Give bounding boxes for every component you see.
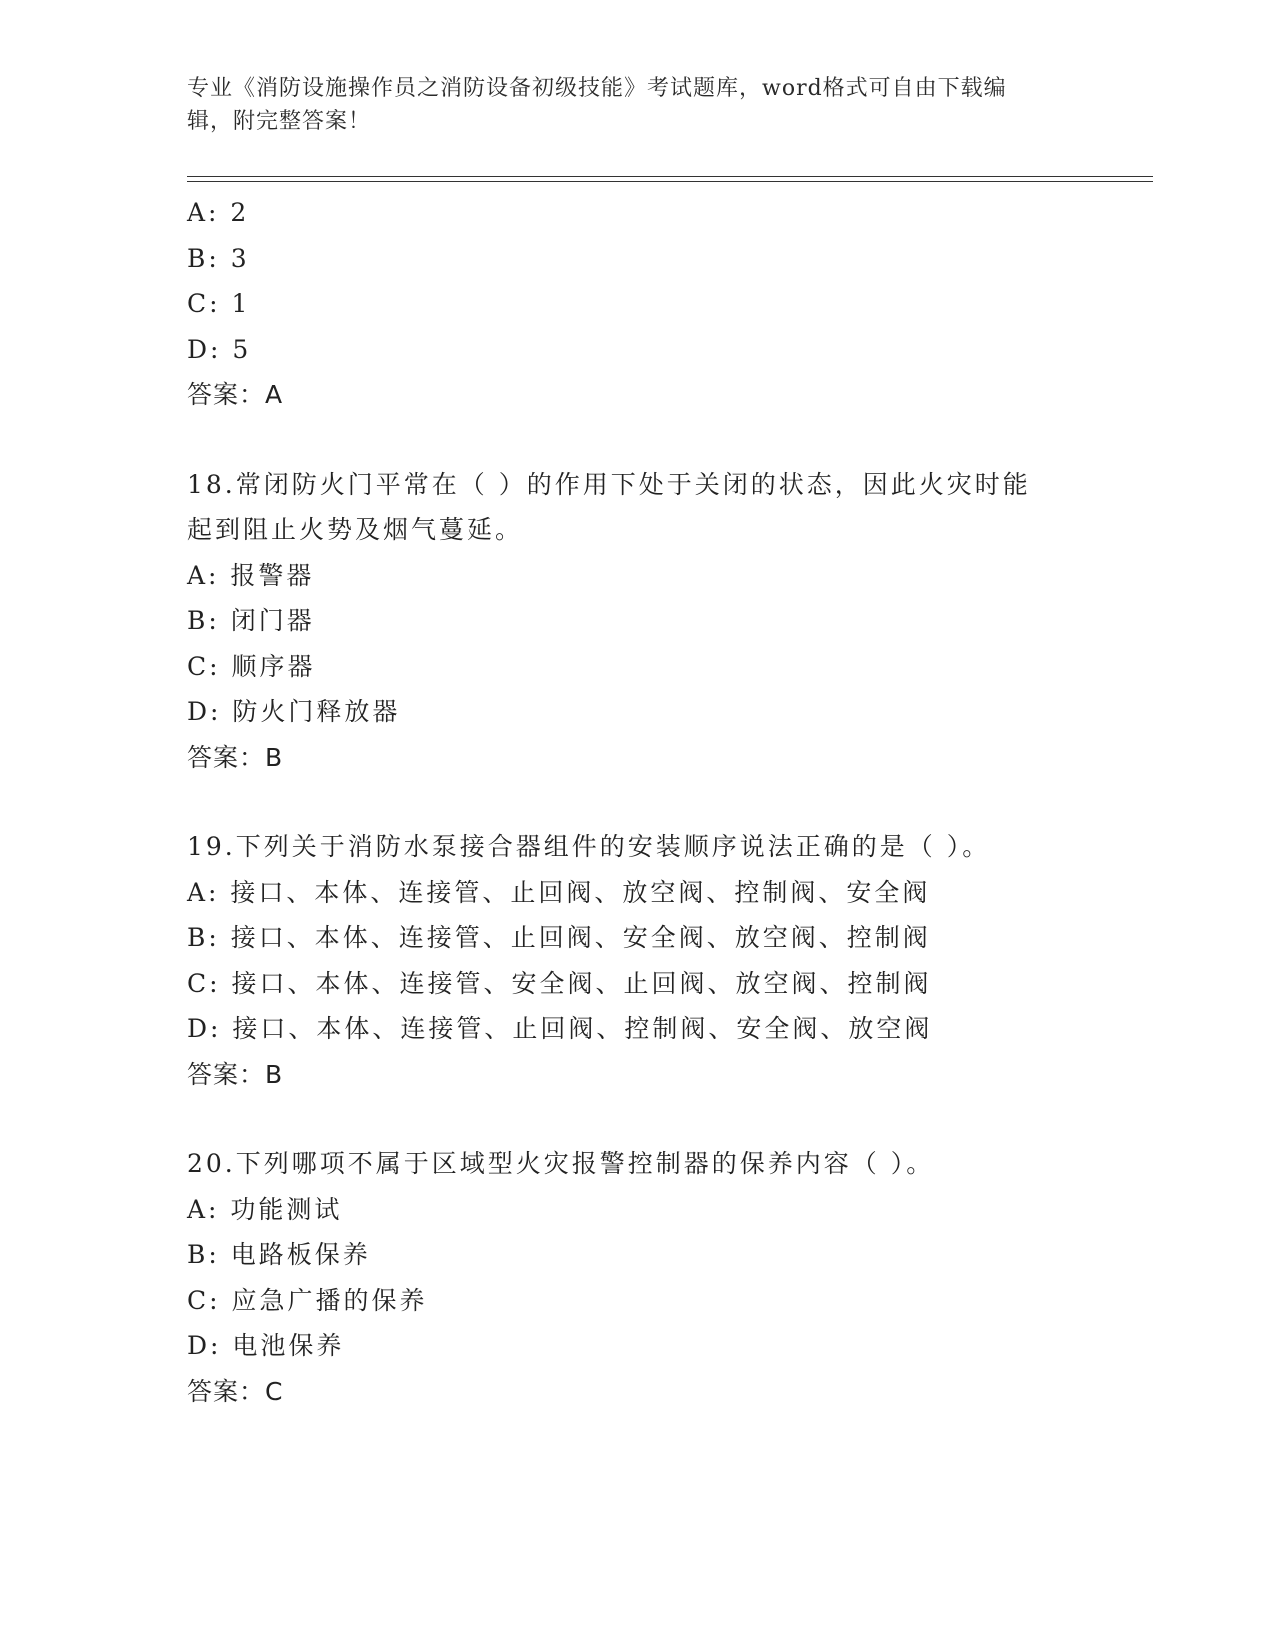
spacer	[187, 1097, 1087, 1141]
answer-line: 答案：B	[187, 742, 284, 772]
answer-line: 答案：B	[187, 1059, 284, 1089]
header-divider-bottom	[187, 181, 1153, 182]
question-list	[187, 190, 1087, 1414]
option-b: B: 闭门器	[187, 606, 315, 635]
option-d: D: 电池保养	[187, 1331, 345, 1360]
question-text: 18.常闭防火门平常在（ ）的作用下处于关闭的状态，因此火灾时能	[187, 469, 1031, 499]
header-line-1: 专业《消防设施操作员之消防设备初级技能》考试题库，word格式可自由下载编	[187, 76, 1007, 101]
answer-line: 答案：A	[187, 380, 284, 409]
option-c: C: 接口、本体、连接管、安全阀、止回阀、放空阀、控制阀	[187, 968, 932, 998]
header-line-2: 辑，附完整答案！	[187, 109, 372, 134]
option-d: D: 接口、本体、连接管、止回阀、控制阀、安全阀、放空阀	[187, 1014, 933, 1043]
question-block-17	[187, 190, 1087, 418]
question-text-continued: 起到阻止火势及烟气蔓延。	[187, 515, 524, 544]
spacer	[187, 418, 1087, 462]
option-c: C: 顺序器	[187, 651, 316, 681]
header-divider-top	[187, 176, 1153, 177]
option-a: A: 功能测试	[187, 1194, 343, 1224]
answer-line: 答案：C	[187, 1376, 284, 1406]
option-a: A: 报警器	[187, 560, 315, 590]
question-text: 20.下列哪项不属于区域型火灾报警控制器的保养内容（ ）。	[187, 1149, 935, 1178]
option-a: A: 2	[187, 198, 250, 227]
option-a: A: 接口、本体、连接管、止回阀、放空阀、控制阀、安全阀	[187, 877, 931, 907]
question-text: 19.下列关于消防水泵接合器组件的安装顺序说法正确的是（ ）。	[187, 832, 991, 861]
question-block-18	[187, 462, 1087, 781]
question-block-19	[187, 824, 1087, 1097]
option-d: D: 5	[187, 334, 252, 364]
option-b: B: 电路板保养	[187, 1240, 371, 1269]
option-b: B: 接口、本体、连接管、止回阀、安全阀、放空阀、控制阀	[187, 923, 931, 952]
document-header	[187, 72, 1067, 138]
option-b: B: 3	[187, 243, 250, 273]
option-c: C: 应急广播的保养	[187, 1285, 428, 1315]
question-block-20	[187, 1141, 1087, 1414]
option-c: C: 1	[187, 289, 251, 318]
option-d: D: 防火门释放器	[187, 697, 401, 726]
spacer	[187, 780, 1087, 824]
